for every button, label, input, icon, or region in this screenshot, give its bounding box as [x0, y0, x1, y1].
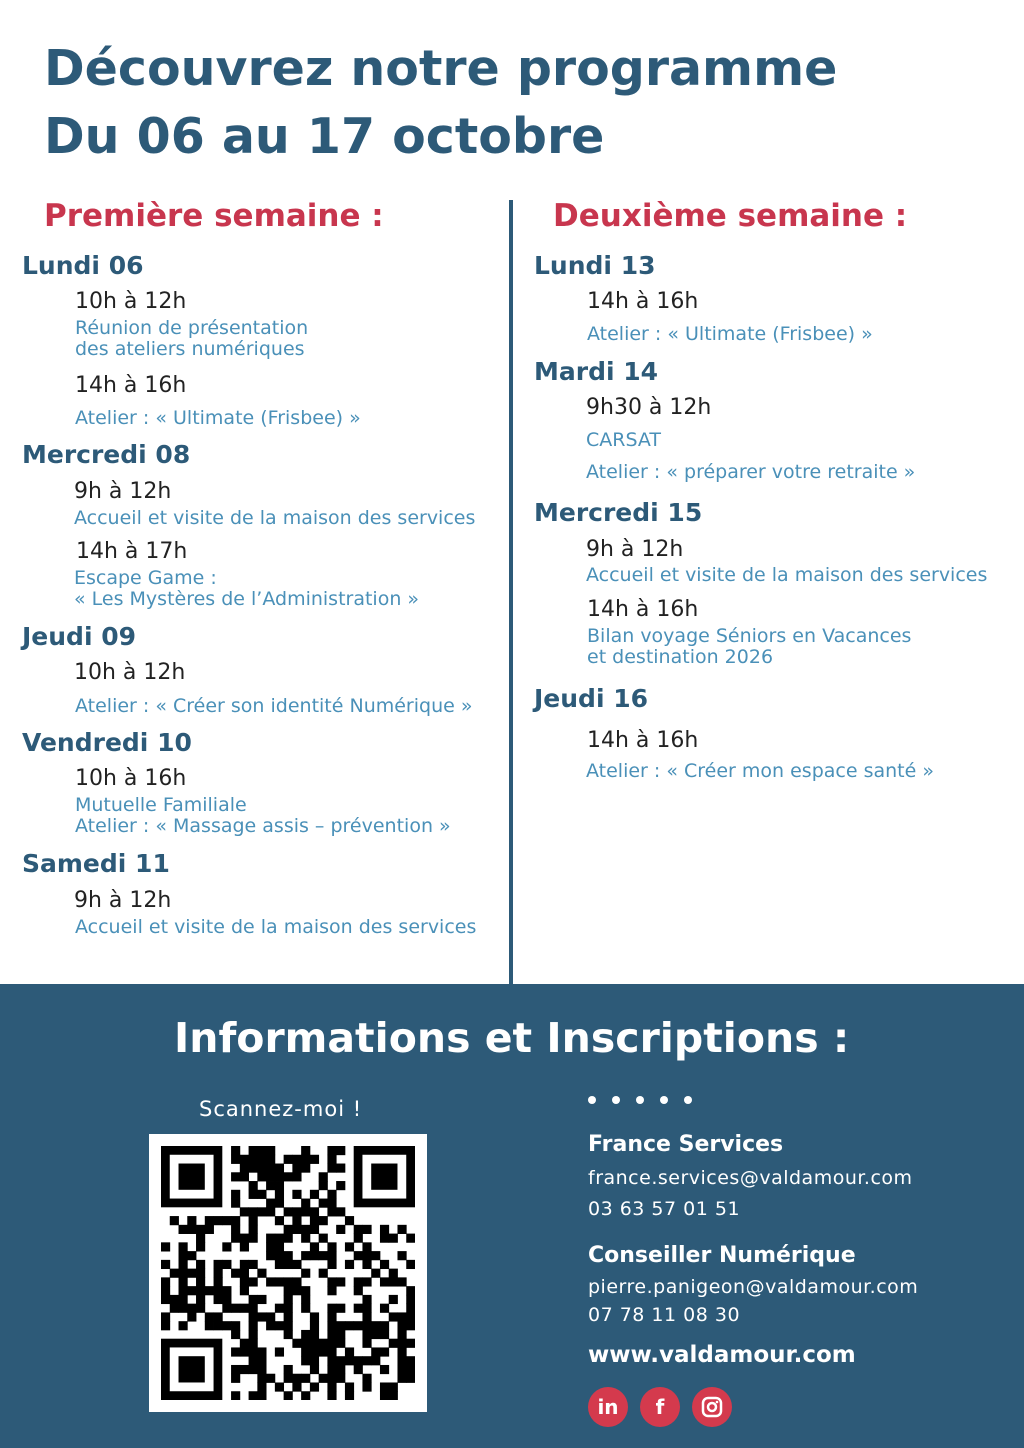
decorative-dots — [588, 1096, 692, 1104]
time-slot: 9h à 12h — [74, 888, 172, 913]
activity-description: Atelier : « Massage assis – prévention » — [75, 815, 451, 837]
activity-description: Bilan voyage Séniors en Vacances — [587, 625, 912, 647]
linkedin-icon[interactable]: in — [588, 1387, 628, 1427]
instagram-glyph — [701, 1396, 723, 1418]
website-link[interactable]: www.valdamour.com — [588, 1342, 856, 1368]
page-title-line1: Découvrez notre programme — [44, 40, 838, 97]
time-slot: 10h à 12h — [74, 660, 186, 685]
activity-description: Accueil et visite de la maison des services — [74, 507, 476, 529]
qr-code[interactable] — [149, 1134, 427, 1412]
time-slot: 10h à 16h — [75, 766, 187, 791]
conseiller-email[interactable]: pierre.panigeon@valdamour.com — [588, 1276, 919, 1298]
page-title-line2: Du 06 au 17 octobre — [44, 108, 605, 165]
day-heading: Samedi 11 — [22, 849, 170, 878]
facebook-icon[interactable]: f — [640, 1387, 680, 1427]
conseiller-phone[interactable]: 07 78 11 08 30 — [588, 1304, 741, 1326]
column-divider — [509, 200, 513, 984]
time-slot: 14h à 16h — [587, 728, 699, 753]
day-heading: Jeudi 16 — [534, 684, 649, 713]
france-services-email[interactable]: france.services@valdamour.com — [588, 1167, 913, 1189]
time-slot: 14h à 16h — [75, 373, 187, 398]
instagram-icon[interactable] — [692, 1387, 732, 1427]
activity-description: Atelier : « Créer son identité Numérique » — [75, 695, 473, 717]
time-slot: 9h à 12h — [74, 479, 172, 504]
time-slot: 14h à 16h — [587, 289, 699, 314]
day-heading: Lundi 13 — [534, 251, 656, 280]
info-title: Informations et Inscriptions : — [174, 1014, 850, 1062]
france-services-name: France Services — [588, 1132, 784, 1157]
time-slot: 14h à 16h — [587, 597, 699, 622]
activity-description: Accueil et visite de la maison des services — [586, 564, 988, 586]
activity-description: Atelier : « Ultimate (Frisbee) » — [75, 407, 361, 429]
activity-description: Mutuelle Familiale — [75, 794, 247, 816]
time-slot: 9h30 à 12h — [586, 395, 712, 420]
activity-description: CARSAT — [586, 429, 662, 451]
scan-label: Scannez-moi ! — [199, 1097, 363, 1121]
activity-description: Atelier : « préparer votre retraite » — [586, 461, 916, 483]
activity-description: Réunion de présentation — [75, 317, 309, 339]
activity-description: Escape Game : — [74, 567, 217, 589]
activity-description: des ateliers numériques — [75, 338, 305, 360]
week2-title: Deuxième semaine : — [553, 198, 908, 234]
time-slot: 14h à 17h — [76, 539, 188, 564]
qr-code-pattern — [161, 1146, 415, 1400]
activity-description: et destination 2026 — [587, 646, 774, 668]
week1-title: Première semaine : — [44, 198, 384, 234]
day-heading: Mercredi 15 — [534, 498, 703, 527]
time-slot: 10h à 12h — [75, 289, 187, 314]
france-services-phone[interactable]: 03 63 57 01 51 — [588, 1198, 741, 1220]
activity-description: « Les Mystères de l’Administration » — [74, 588, 420, 610]
day-heading: Jeudi 09 — [22, 622, 137, 651]
day-heading: Lundi 06 — [22, 251, 144, 280]
activity-description: Atelier : « Ultimate (Frisbee) » — [587, 323, 873, 345]
day-heading: Mercredi 08 — [22, 440, 191, 469]
activity-description: Atelier : « Créer mon espace santé » — [586, 760, 934, 782]
conseiller-name: Conseiller Numérique — [588, 1243, 856, 1268]
time-slot: 9h à 12h — [586, 537, 684, 562]
info-footer — [0, 984, 1024, 1448]
activity-description: Accueil et visite de la maison des services — [75, 916, 477, 938]
day-heading: Vendredi 10 — [22, 728, 192, 757]
day-heading: Mardi 14 — [534, 357, 659, 386]
